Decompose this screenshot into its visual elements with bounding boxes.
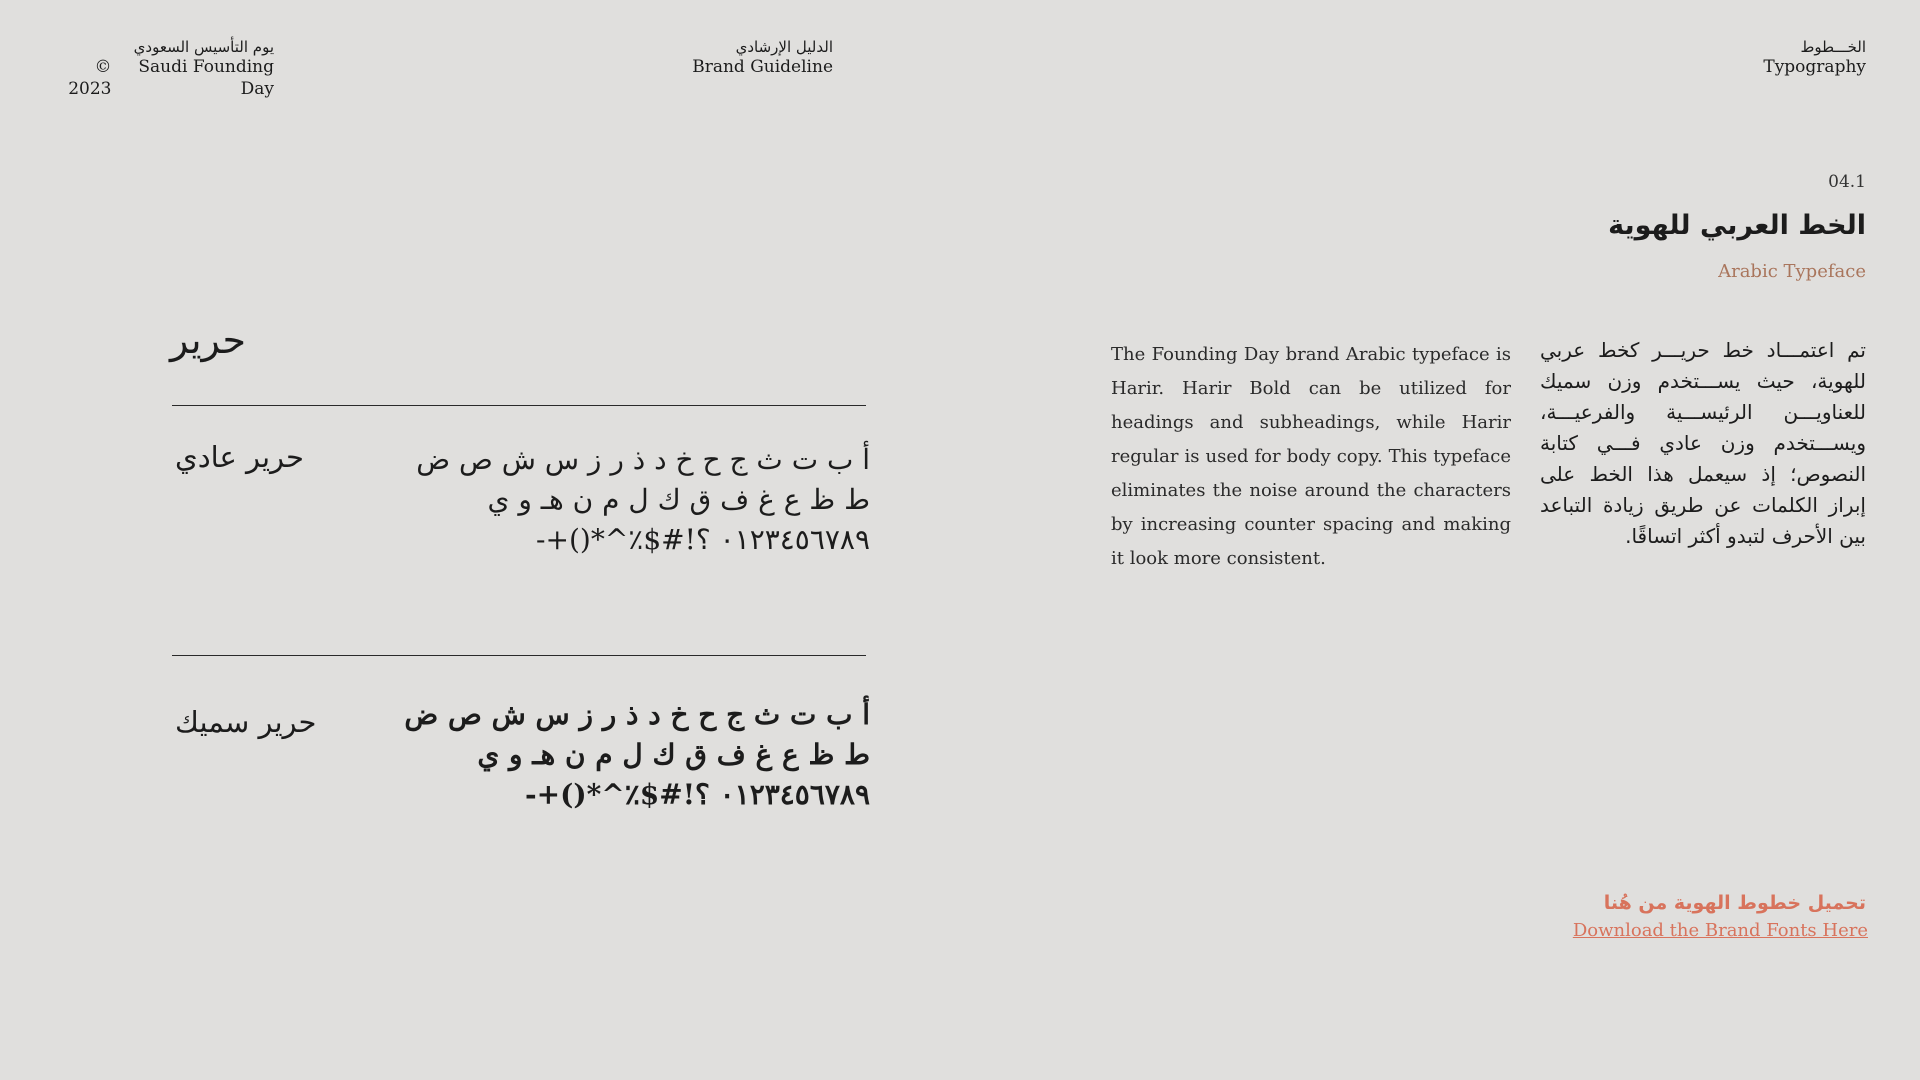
glyph-line: أ ب ت ث ج ح خ د ذ ر ز س ش ص ض: [416, 443, 870, 476]
bold-weight-label: حرير سميك: [175, 705, 317, 739]
font-name: حرير: [170, 318, 246, 362]
copyright-year: © 2023: [68, 57, 112, 99]
glyph-line: ٠١٢٣٤٥٦٧٨٩ ؟!#$٪^*()+-: [536, 523, 870, 556]
glyph-line: ط ظ ع غ ف ق ك ل م ن هـ و ي: [487, 483, 870, 516]
divider-top: [172, 405, 866, 406]
download-heading-arabic[interactable]: تحميل خطوط الهوية من هُنا: [1603, 892, 1866, 914]
download-fonts-link[interactable]: Download the Brand Fonts Here: [1572, 920, 1868, 941]
regular-glyph-set: [416, 440, 870, 560]
section-number: 04.1: [1828, 172, 1866, 192]
regular-weight-label: حرير عادي: [175, 440, 304, 474]
glyph-line: ٠١٢٣٤٥٦٧٨٩ ؟!#$٪^*()+-: [525, 778, 870, 811]
glyph-line: ط ظ ع غ ف ق ك ل م ن هـ و ي: [477, 738, 870, 771]
english-description: The Founding Day brand Arabic typeface is Harir. Harir Bold can be utilized for headings and subheadings, while Harir regular is used for body copy. This typeface eliminates the noise around the characters by increasing counter spacing and making it look more consistent.: [1111, 344, 1511, 569]
header-left: [54, 38, 274, 100]
header-section-english: Typography: [1763, 57, 1866, 77]
arabic-description: تم اعتمـــاد خط حريـــر كخط عربي للهوية، حيث يســـتخدم وزن سميك للعناويـــن الرئيســـية والفرعيـــة، ويســـتخدم وزن عادي فـــي كتابة النصوص؛ إذ سيعمل هذا الخط على إبراز الكلمات عن طريق زيادة التباعد بين الأحرف لتبدو أكثر اتساقًا.: [1540, 338, 1866, 548]
section-title: الخط العربي للهوية: [1608, 210, 1866, 241]
header-copyright: [54, 56, 274, 100]
header-middle: [650, 38, 833, 78]
glyph-line: أ ب ت ث ج ح خ د ذ ر ز س ش ص ض: [404, 698, 870, 731]
header-section-arabic: الخـــطوط: [1800, 38, 1866, 56]
section-subtitle: Arabic Typeface: [1718, 261, 1866, 282]
header-arabic-title: يوم التأسيس السعودي: [133, 38, 274, 56]
header-right: [1700, 38, 1866, 78]
header-guideline-english: Brand Guideline: [692, 57, 833, 77]
header-guideline-arabic: الدليل الإرشادي: [735, 38, 833, 56]
divider-middle: [172, 655, 866, 656]
brand-name: Saudi Founding Day: [138, 57, 274, 99]
bold-glyph-set: [404, 695, 870, 815]
